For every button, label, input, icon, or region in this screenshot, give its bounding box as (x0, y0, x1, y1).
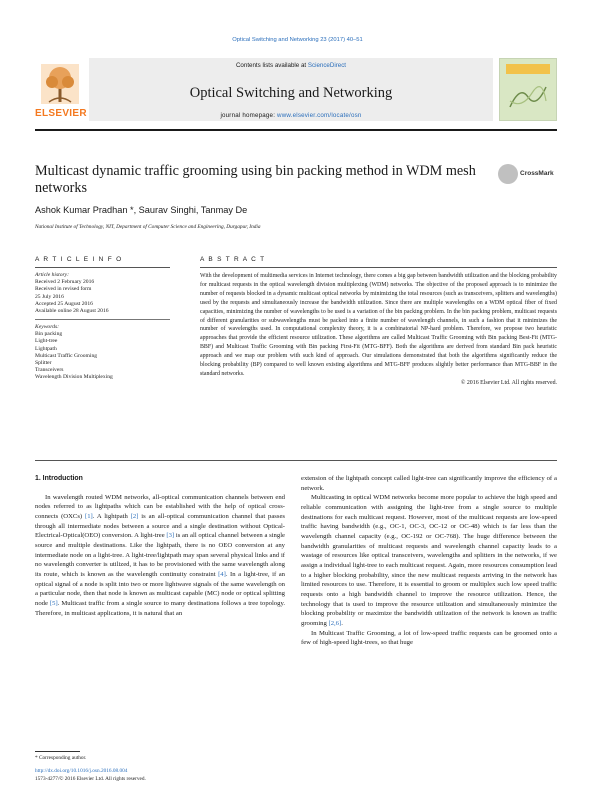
article-title: Multicast dynamic traffic grooming using bin packing method in WDM mesh networks (35, 163, 476, 196)
history-item: Received in revised form (35, 286, 92, 293)
info-rule-top (35, 267, 170, 268)
citation-link[interactable]: [3] (166, 532, 175, 540)
paragraph: In Multicast Traffic Grooming, a lot of low-speed traffic requests can be groomed onto a few of high-speed light-trees, so that huge (301, 629, 557, 647)
history-item: Accepted 25 August 2016 (35, 300, 93, 307)
text-run: is an all optical channel between a single source and multiple destinations. Like the lightpath, there is no OEO conversion at any intermediate node on a light-tree. A light-tree/lightpath may span several physical links and if no wavelength converter is utilized, it has to be provisioned with the same wavelength along its route, which is known as the wavelength continuity constraint (35, 532, 285, 578)
text-run: . Multicast traffic from a single source to many destinations follows a tree topology. Therefore, in multicast applications, it is natural that an (35, 599, 285, 617)
keyword: Multicast Traffic Grooming (35, 352, 98, 359)
keyword: Lightpath (35, 345, 57, 352)
keyword: Light-tree (35, 338, 58, 345)
citation-link[interactable]: [2,6] (328, 619, 342, 627)
history-label: Article history: (35, 272, 70, 278)
info-divider (35, 319, 170, 320)
masthead (35, 50, 557, 130)
copyright-notice: © 2016 Elsevier Ltd. All rights reserved. (460, 379, 557, 386)
body-left-column (35, 474, 285, 618)
journal-banner (89, 58, 493, 121)
journal-homepage (89, 112, 493, 119)
cover-graphic-icon (508, 81, 548, 111)
contents-prefix: Contents lists available at (235, 62, 308, 69)
text-run: Multicasting in optical WDM networks become more popular to achieve the high speed and reliable communication with assigning the light-tree from a single source to multiple destinations for each multicast request. However, most of the multicast requests are low-speed traffic having bandwidth (e.g., OC-1, OC-3, OC-12 or OC-48) which is far less than the wavelength channel capacity (e.g., OC-192 or OC-768). The huge difference between the bandwidth granularities of multicast requests and wavelength channel capacity leads to a wastage of resources like optical transceivers, wavelengths and splitters in the networks, if we assign a individual light-tree to each multicast request. Again, more resources consumption lead to a higher blocking probability, since the new multicast requests arriving in the network has limited resources to use. Therefore, it is essential to groom or multiplex such low speed traffic requests onto a high bandwidth channel to improve the resource utilization. Hence, the technology that is used to improve the resource utilization and simultaneously minimize the blocking probability or maximize the bandwidth utilization of the network is known as traffic grooming (301, 494, 557, 627)
text-run: . A lightpath (92, 512, 131, 520)
paragraph: extension of the lightpath concept called light-tree can significantly improve the efficiency of a network. (301, 475, 557, 492)
paragraph (35, 493, 285, 619)
footnote-rule (35, 751, 80, 752)
elsevier-logo[interactable] (35, 62, 85, 122)
journal-cover-thumbnail (499, 58, 557, 121)
abstract-heading: A B S T R A C T (200, 256, 266, 263)
article-info (35, 272, 170, 382)
keywords-label: Keywords: (35, 324, 60, 331)
body-right-column (301, 474, 557, 648)
crossmark-icon (498, 164, 518, 184)
doi-link[interactable]: http://dx.doi.org/10.1016/j.osn.2016.08.004 (35, 768, 128, 774)
citation-link[interactable]: [1] (85, 512, 93, 520)
citation-link[interactable]: [5] (49, 599, 58, 607)
text-run: is an all-optical communication channel that passes through all intermediate nodes between a source and a single destination without Optical-Electrical-Optical(OEO) conversion. A light-tree (35, 512, 285, 540)
elsevier-tree-icon (41, 64, 79, 104)
history-item: Available online 28 August 2016 (35, 308, 109, 315)
contents-line (89, 62, 493, 69)
keyword: Wavelength Division Multiplexing (35, 374, 113, 381)
history-item: Received 2 February 2016 (35, 279, 95, 286)
homepage-prefix: journal homepage: (220, 112, 278, 119)
sciencedirect-link[interactable]: ScienceDirect (307, 62, 347, 69)
abstract-text: With the development of multimedia services in Internet technology, there comes a big gap between bandwidth utilization and the blocking probability for multicast requests in the optical wavelength division multiplexing (WDM) networks. The objective of the proposed approach is to minimize the number of requests blocked in a dynamic multicast optical networks by minimizing the total resources (such as transceivers, splitters and wavelengths) used by the requests and simultaneously increase the bandwidth utilization. Since there are multiple wavelengths on a WDM optical fiber of fixed capacities, minimizing the number of wavelengths to be used is a variation of the bin packing problem. In the bin packing problem, multicast requests of different granularities or subwavelengths must be packed into a finite number of wavelength channels, in such a fashion that it minimizes the number of wavelengths used. In computational complexity theory, it is a combinatorial NP-hard problem. Therefore, we propose two heuristic approaches that provide the efficient resource utilization. These algorithms are called Multicast Traffic Grooming with Bin packing Best-Fit (MTG-BBF) and Multicast Traffic Grooming with Bin packing First-Fit (MTG-BFF). Both the algorithms are derived from standard Bin pack heuristic approach and we map our problem with such kind of approach. Our simulations demonstrated that both the algorithms significantly reduce the blocking probability (BP) compared to well known existing algorithms and MTG-BFF produces slightly better performance than MTG-BBF in the standard networks. (200, 273, 557, 377)
text-run: . (341, 619, 343, 627)
cover-title-bar (506, 64, 550, 74)
masthead-rule (35, 129, 557, 131)
history-item: 25 July 2016 (35, 293, 64, 300)
footnote-corresponding-author: * Corresponding author. (35, 755, 87, 761)
issn-line: 1573-4277/© 2016 Elsevier Ltd. All rights reserved. (35, 776, 146, 782)
journal-reference[interactable]: Optical Switching and Networking 23 (2017) 40–51 (232, 37, 363, 43)
citation-link[interactable]: [4] (218, 570, 226, 578)
paragraph (301, 493, 557, 628)
abstract-rule-top (200, 267, 557, 268)
affiliation: National Institute of Technology, NIT, Department of Computer Science and Engineering, Durgapur, India (35, 224, 261, 230)
abstract-rule-bottom (35, 460, 557, 461)
homepage-link[interactable]: www.elsevier.com/locate/osn (277, 112, 362, 119)
crossmark-badge[interactable] (498, 164, 558, 186)
article-info-heading: A R T I C L E I N F O (35, 256, 123, 263)
doi-block (35, 767, 146, 783)
abstract (200, 272, 557, 388)
keyword: Bin packing (35, 331, 63, 338)
crossmark-label: CrossMark (520, 170, 554, 177)
author-list: Ashok Kumar Pradhan *, Saurav Singhi, Tanmay De (35, 205, 248, 215)
text-run: In wavelength routed WDM networks, all-optical communication channels between end nodes referred to as lightpaths which can be established with the help of optical cross-connects (OXCs) (35, 493, 285, 520)
citation-link[interactable]: [2] (130, 512, 139, 520)
keyword: Transceivers (35, 367, 64, 374)
keyword: Splitter (35, 360, 52, 367)
text-run: . In a light-tree, if an optical signal of a node is split into two or more lightwave signals of the same wavelength on a particular node, then that node is known as multicast capable (MC) node or optical splitting node (35, 570, 285, 607)
section-title: 1. Introduction (35, 475, 83, 482)
journal-title: Optical Switching and Networking (189, 85, 393, 101)
elsevier-wordmark: ELSEVIER (35, 108, 87, 119)
